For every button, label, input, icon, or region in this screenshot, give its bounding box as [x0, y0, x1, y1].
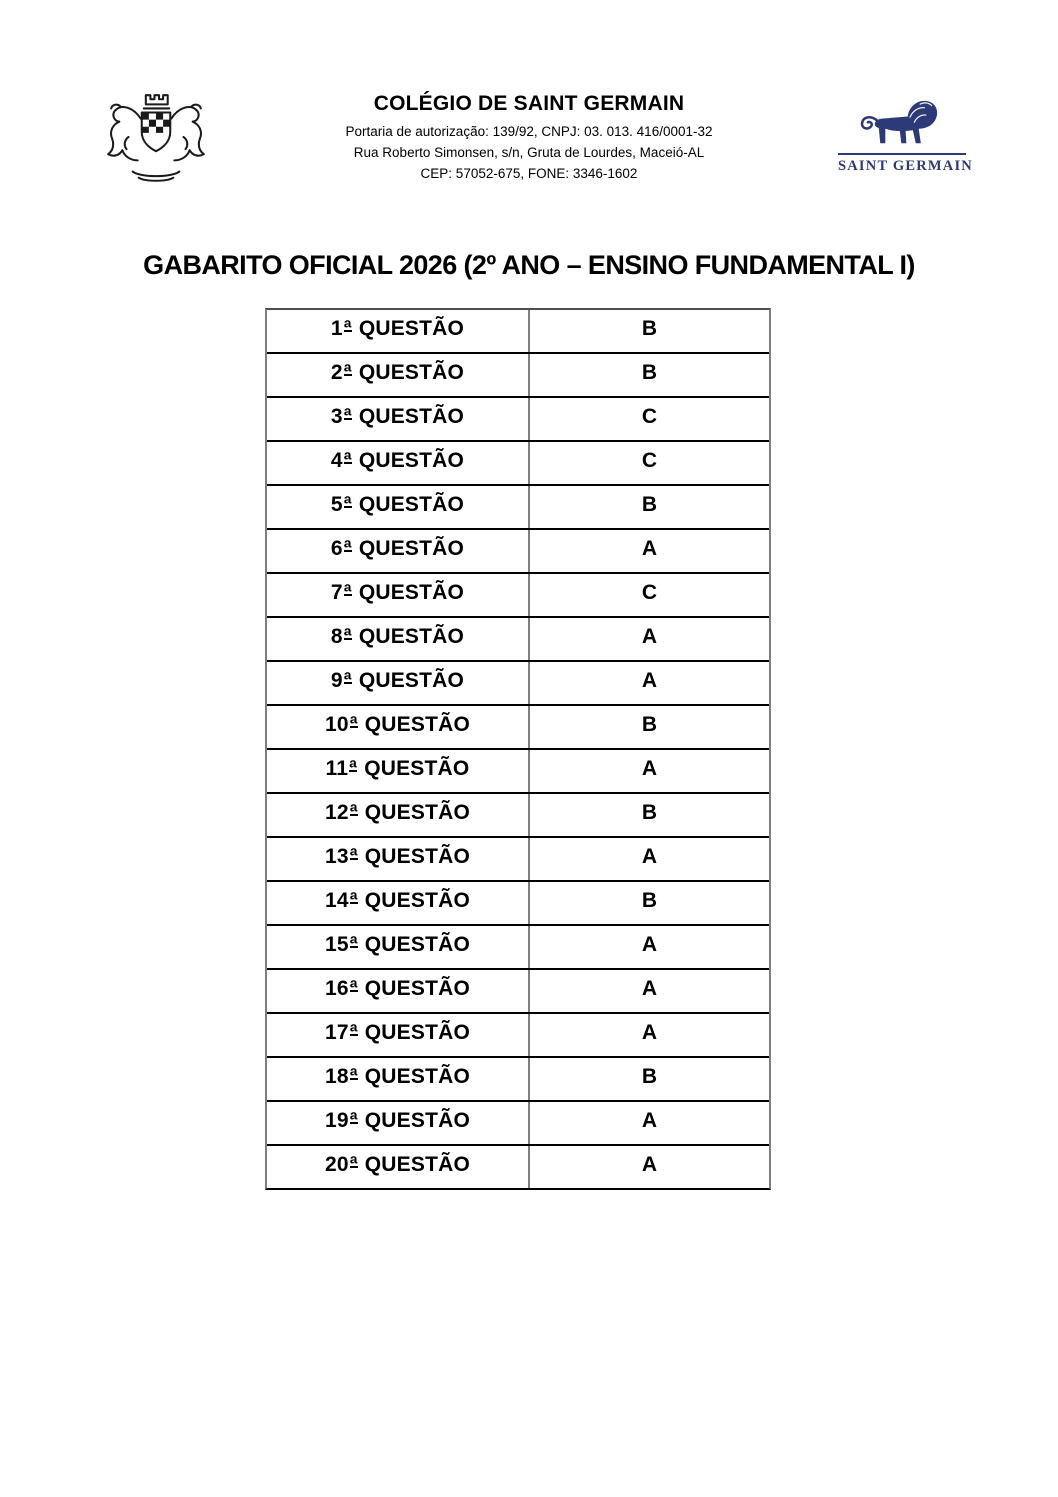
answer-cell — [530, 442, 769, 484]
answer-letter: B — [641, 493, 658, 516]
brand-logo — [838, 94, 973, 175]
question-number: 9 — [330, 669, 343, 692]
question-word: QUESTÃO — [358, 537, 465, 560]
brand-name: SAINT GERMAIN — [838, 158, 973, 174]
answer-cell — [530, 1146, 769, 1188]
ordinal-indicator: ª — [343, 669, 352, 692]
question-number: 19 — [324, 1109, 349, 1132]
question-cell — [267, 574, 530, 616]
question-cell — [267, 1146, 530, 1188]
question-number: 18 — [324, 1065, 349, 1088]
ordinal-indicator: ª — [349, 801, 358, 824]
question-word: QUESTÃO — [358, 669, 465, 692]
table-row — [267, 1102, 769, 1146]
question-number: 6 — [330, 537, 343, 560]
answer-letter: B — [641, 801, 658, 824]
crest-coat-of-arms-icon — [100, 84, 212, 196]
address-line-1: Portaria de autorização: 139/92, CNPJ: 03. 013. 416/0001-32 — [345, 124, 713, 139]
ordinal-indicator: ª — [343, 361, 352, 384]
question-number: 1 — [330, 317, 343, 340]
question-word: QUESTÃO — [364, 1153, 471, 1176]
table-row — [267, 662, 769, 706]
ordinal-indicator: ª — [349, 1109, 358, 1132]
question-word: QUESTÃO — [364, 1109, 471, 1132]
question-number: 8 — [330, 625, 343, 648]
question-number: 13 — [324, 845, 349, 868]
ordinal-indicator: ª — [343, 317, 352, 340]
answer-table — [265, 308, 771, 1190]
question-word: QUESTÃO — [364, 757, 470, 780]
answer-letter: A — [641, 933, 658, 956]
question-word: QUESTÃO — [358, 361, 465, 384]
question-number: 15 — [324, 933, 349, 956]
question-number: 11 — [325, 757, 349, 780]
answer-cell — [530, 882, 769, 924]
question-cell — [267, 442, 530, 484]
question-number: 10 — [324, 713, 349, 736]
answer-letter: A — [641, 1021, 658, 1044]
question-cell — [267, 486, 530, 528]
question-number: 14 — [324, 889, 349, 912]
page-title: GABARITO OFICIAL 2026 (2º ANO – ENSINO FUNDAMENTAL I) — [143, 250, 915, 280]
question-number: 16 — [324, 977, 349, 1000]
ordinal-indicator: ª — [349, 713, 358, 736]
question-number: 2 — [330, 361, 343, 384]
ordinal-indicator: ª — [343, 449, 352, 472]
ordinal-indicator: ª — [349, 889, 358, 912]
question-word: QUESTÃO — [364, 1021, 471, 1044]
question-word: QUESTÃO — [364, 801, 471, 824]
question-cell — [267, 926, 530, 968]
answer-letter: B — [641, 1065, 658, 1088]
question-cell — [267, 1058, 530, 1100]
table-row — [267, 1058, 769, 1102]
question-cell — [267, 794, 530, 836]
table-row — [267, 486, 769, 530]
answer-cell — [530, 1014, 769, 1056]
question-word: QUESTÃO — [358, 625, 465, 648]
question-cell — [267, 750, 530, 792]
ordinal-indicator: ª — [349, 757, 358, 780]
table-row — [267, 706, 769, 750]
table-row — [267, 838, 769, 882]
answer-cell — [530, 530, 769, 572]
table-row — [267, 530, 769, 574]
question-number: 4 — [330, 449, 343, 472]
ordinal-indicator: ª — [349, 1021, 358, 1044]
answer-letter: A — [641, 977, 658, 1000]
table-row — [267, 442, 769, 486]
answer-cell — [530, 486, 769, 528]
answer-letter: C — [641, 405, 658, 428]
address-line-2: Rua Roberto Simonsen, s/n, Gruta de Lourdes, Maceió-AL — [353, 144, 705, 160]
question-number: 5 — [330, 493, 343, 516]
answer-cell — [530, 354, 769, 396]
answer-cell — [530, 310, 769, 352]
answer-cell — [530, 1102, 769, 1144]
question-cell — [267, 882, 530, 924]
ordinal-indicator: ª — [343, 581, 352, 604]
answer-cell — [530, 970, 769, 1012]
table-row — [267, 794, 769, 838]
question-word: QUESTÃO — [364, 977, 471, 1000]
school-header — [279, 92, 779, 185]
address-line-3: CEP: 57052-675, FONE: 3346-1602 — [420, 165, 638, 181]
question-number: 7 — [330, 581, 343, 604]
question-cell — [267, 398, 530, 440]
brand-divider — [838, 153, 966, 155]
ordinal-indicator: ª — [349, 1065, 358, 1088]
question-cell — [267, 354, 530, 396]
ordinal-indicator: ª — [349, 977, 358, 1000]
answer-letter: A — [641, 669, 658, 692]
answer-cell — [530, 398, 769, 440]
question-number: 20 — [324, 1153, 349, 1176]
answer-cell — [530, 1058, 769, 1100]
answer-letter: B — [641, 317, 658, 340]
ordinal-indicator: ª — [343, 493, 352, 516]
answer-letter: B — [641, 889, 658, 912]
question-cell — [267, 310, 530, 352]
table-row — [267, 926, 769, 970]
ordinal-indicator: ª — [349, 1153, 358, 1176]
ordinal-indicator: ª — [349, 933, 358, 956]
table-row — [267, 310, 769, 354]
answer-cell — [530, 750, 769, 792]
answer-letter: A — [641, 1153, 658, 1176]
answer-letter: A — [641, 1109, 658, 1132]
school-name: COLÉGIO DE SAINT GERMAIN — [373, 92, 685, 115]
answer-cell — [530, 926, 769, 968]
question-word: QUESTÃO — [358, 449, 465, 472]
question-word: QUESTÃO — [358, 405, 465, 428]
ordinal-indicator: ª — [343, 537, 352, 560]
answer-cell — [530, 618, 769, 660]
answer-letter: A — [641, 757, 658, 780]
ordinal-indicator: ª — [349, 845, 358, 868]
answer-letter: A — [641, 625, 658, 648]
lion-logo-icon — [854, 94, 950, 152]
table-row — [267, 354, 769, 398]
question-word: QUESTÃO — [364, 713, 471, 736]
answer-cell — [530, 662, 769, 704]
answer-letter: C — [641, 581, 658, 604]
question-number: 12 — [324, 801, 349, 824]
question-word: QUESTÃO — [364, 845, 471, 868]
table-row — [267, 750, 769, 794]
table-row — [267, 1014, 769, 1058]
question-cell — [267, 530, 530, 572]
table-row — [267, 882, 769, 926]
question-cell — [267, 1102, 530, 1144]
answer-letter: A — [641, 537, 658, 560]
question-cell — [267, 662, 530, 704]
answer-cell — [530, 574, 769, 616]
question-cell — [267, 970, 530, 1012]
table-row — [267, 618, 769, 662]
ordinal-indicator: ª — [343, 405, 352, 428]
question-word: QUESTÃO — [364, 889, 471, 912]
answer-letter: C — [641, 449, 658, 472]
table-row — [267, 574, 769, 618]
question-cell — [267, 618, 530, 660]
answer-cell — [530, 706, 769, 748]
table-row — [267, 970, 769, 1014]
table-row — [267, 1146, 769, 1188]
question-cell — [267, 1014, 530, 1056]
table-row — [267, 398, 769, 442]
answer-cell — [530, 838, 769, 880]
answer-letter: B — [641, 713, 658, 736]
question-cell — [267, 838, 530, 880]
question-word: QUESTÃO — [364, 1065, 471, 1088]
ordinal-indicator: ª — [343, 625, 352, 648]
question-number: 3 — [330, 405, 343, 428]
question-number: 17 — [324, 1021, 349, 1044]
question-word: QUESTÃO — [358, 317, 465, 340]
answer-letter: A — [641, 845, 658, 868]
question-word: QUESTÃO — [364, 933, 471, 956]
question-word: QUESTÃO — [358, 581, 465, 604]
question-word: QUESTÃO — [358, 493, 465, 516]
answer-letter: B — [641, 361, 658, 384]
question-cell — [267, 706, 530, 748]
answer-cell — [530, 794, 769, 836]
